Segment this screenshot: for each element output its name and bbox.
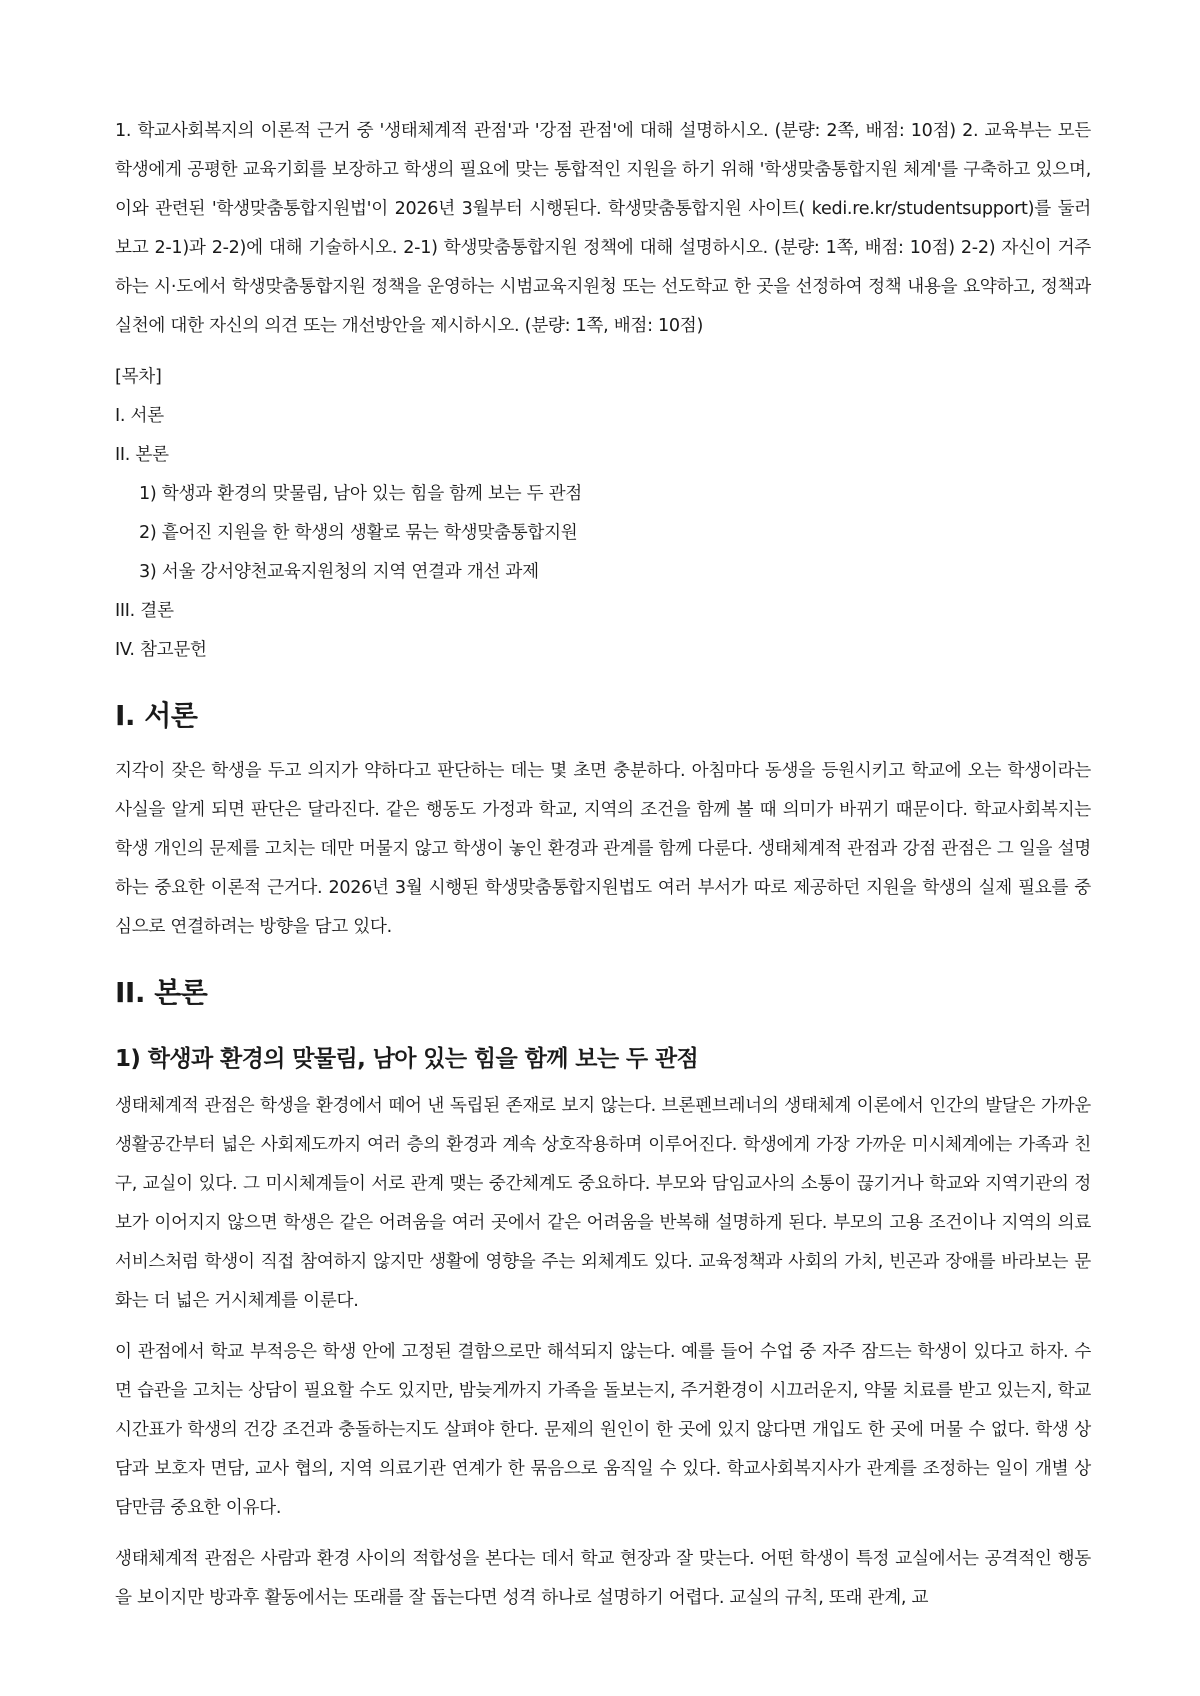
intro-paragraph: 지각이 잦은 학생을 두고 의지가 약하다고 판단하는 데는 몇 초면 충분하다. 아침마다 동생을 등원시키고 학교에 오는 학생이라는 사실을 알게 되면 판단은 달라진다. 같은 행동도 가정과 학교, 지역의 조건을 함께 볼 때 의미가 바뀌기 때문이다. 학교사회복지는 학생 개인의 문제를 고치는 데만 머물지 않고 학생이 놓인 환경과 관계를 함께 다룬다. 생태체계적 관점과 강점 관점은 그 일을 설명하는 중요한 이론적 근거다. 2026년 3월 시행된 학생맞춤통합지원법도 여러 부서가 따로 제공하던 지원을 학생의 실제 필요를 중심으로 연결하려는 방향을 담고 있다.	[115, 761, 1091, 937]
intro-heading: I. 서론	[115, 699, 198, 732]
assignment-prompt: 1. 학교사회복지의 이론적 근거 중 '생태체계적 관점'과 '강점 관점'에 대해 설명하시오. (분량: 2쪽, 배점: 10점) 2. 교육부는 모든 학생에게 공평한 교육기회를 보장하고 학생의 필요에 맞는 통합적인 지원을 하기 위해 '학생맞춤통합지원 체계'를 구축하고 있으며, 이와 관련된 '학생맞춤통합지원법'이 2026년 3월부터 시행된다. 학생맞춤통합지원 사이트( kedi.re.kr/studentsupport)를 둘러보고 2-1)과 2-2)에 대해 기술하시오. 2-1) 학생맞춤통합지원 정책에 대해 설명하시오. (분량: 1쪽, 배점: 10점) 2-2) 자신이 거주하는 시·도에서 학생맞춤통합지원 정책을 운영하는 시범교육지원청 또는 선도학교 한 곳을 선정하여 정책 내용을 요약하고, 정책과 실천에 대한 자신의 의견 또는 개선방안을 제시하시오. (분량: 1쪽, 배점: 10점)	[115, 121, 1091, 336]
section-1-paragraph-3: 생태체계적 관점은 사람과 환경 사이의 적합성을 본다는 데서 학교 현장과 잘 맞는다. 어떤 학생이 특정 교실에서는 공격적인 행동을 보이지만 방과후 활동에서는 또래를 잘 돕는다면 성격 하나로 설명하기 어렵다. 교실의 규칙, 또래 관계, 교	[115, 1549, 1091, 1608]
toc-item-body-2: 2) 흩어진 지원을 한 학생의 생활로 묶는 학생맞춤통합지원	[139, 523, 578, 543]
body-heading: II. 본론	[115, 976, 208, 1009]
section-1-paragraph-2: 이 관점에서 학교 부적응은 학생 안에 고정된 결함으로만 해석되지 않는다. 예를 들어 수업 중 자주 잠드는 학생이 있다고 하자. 수면 습관을 고치는 상담이 필요할 수도 있지만, 밤늦게까지 가족을 돌보는지, 주거환경이 시끄러운지, 약물 치료를 받고 있는지, 학교 시간표가 학생의 건강 조건과 충돌하는지도 살펴야 한다. 문제의 원인이 한 곳에 있지 않다면 개입도 한 곳에 머물 수 없다. 학생 상담과 보호자 면담, 교사 협의, 지역 의료기관 연계가 한 묶음으로 움직일 수 있다. 학교사회복지사가 관계를 조정하는 일이 개별 상담만큼 중요한 이유다.	[115, 1342, 1091, 1518]
toc-item-body-3: 3) 서울 강서양천교육지원청의 지역 연결과 개선 과제	[139, 562, 539, 582]
toc-item-body: II. 본론	[115, 445, 169, 465]
document-page	[115, 112, 1091, 1630]
toc-item-intro: I. 서론	[115, 406, 164, 426]
table-of-contents	[115, 358, 1091, 670]
section-1-heading: 1) 학생과 환경의 맞물림, 남아 있는 힘을 함께 보는 두 관점	[115, 1046, 699, 1072]
section-1-paragraph-1: 생태체계적 관점은 학생을 환경에서 떼어 낸 독립된 존재로 보지 않는다. 브론펜브레너의 생태체계 이론에서 인간의 발달은 가까운 생활공간부터 넓은 사회제도까지 여러 층의 환경과 계속 상호작용하며 이루어진다. 학생에게 가장 가까운 미시체계에는 가족과 친구, 교실이 있다. 그 미시체계들이 서로 관계 맺는 중간체계도 중요하다. 부모와 담임교사의 소통이 끊기거나 학교와 지역기관의 정보가 이어지지 않으면 학생은 같은 어려움을 여러 곳에서 같은 어려움을 반복해 설명하게 된다. 부모의 고용 조건이나 지역의 의료서비스처럼 학생이 직접 참여하지 않지만 생활에 영향을 주는 외체계도 있다. 교육정책과 사회의 가치, 빈곤과 장애를 바라보는 문화는 더 넓은 거시체계를 이룬다.	[115, 1096, 1091, 1311]
toc-item-conclusion: III. 결론	[115, 601, 174, 621]
toc-item-references: IV. 참고문헌	[115, 640, 207, 660]
toc-label: [목차]	[115, 367, 162, 387]
toc-item-body-1: 1) 학생과 환경의 맞물림, 남아 있는 힘을 함께 보는 두 관점	[139, 484, 582, 504]
